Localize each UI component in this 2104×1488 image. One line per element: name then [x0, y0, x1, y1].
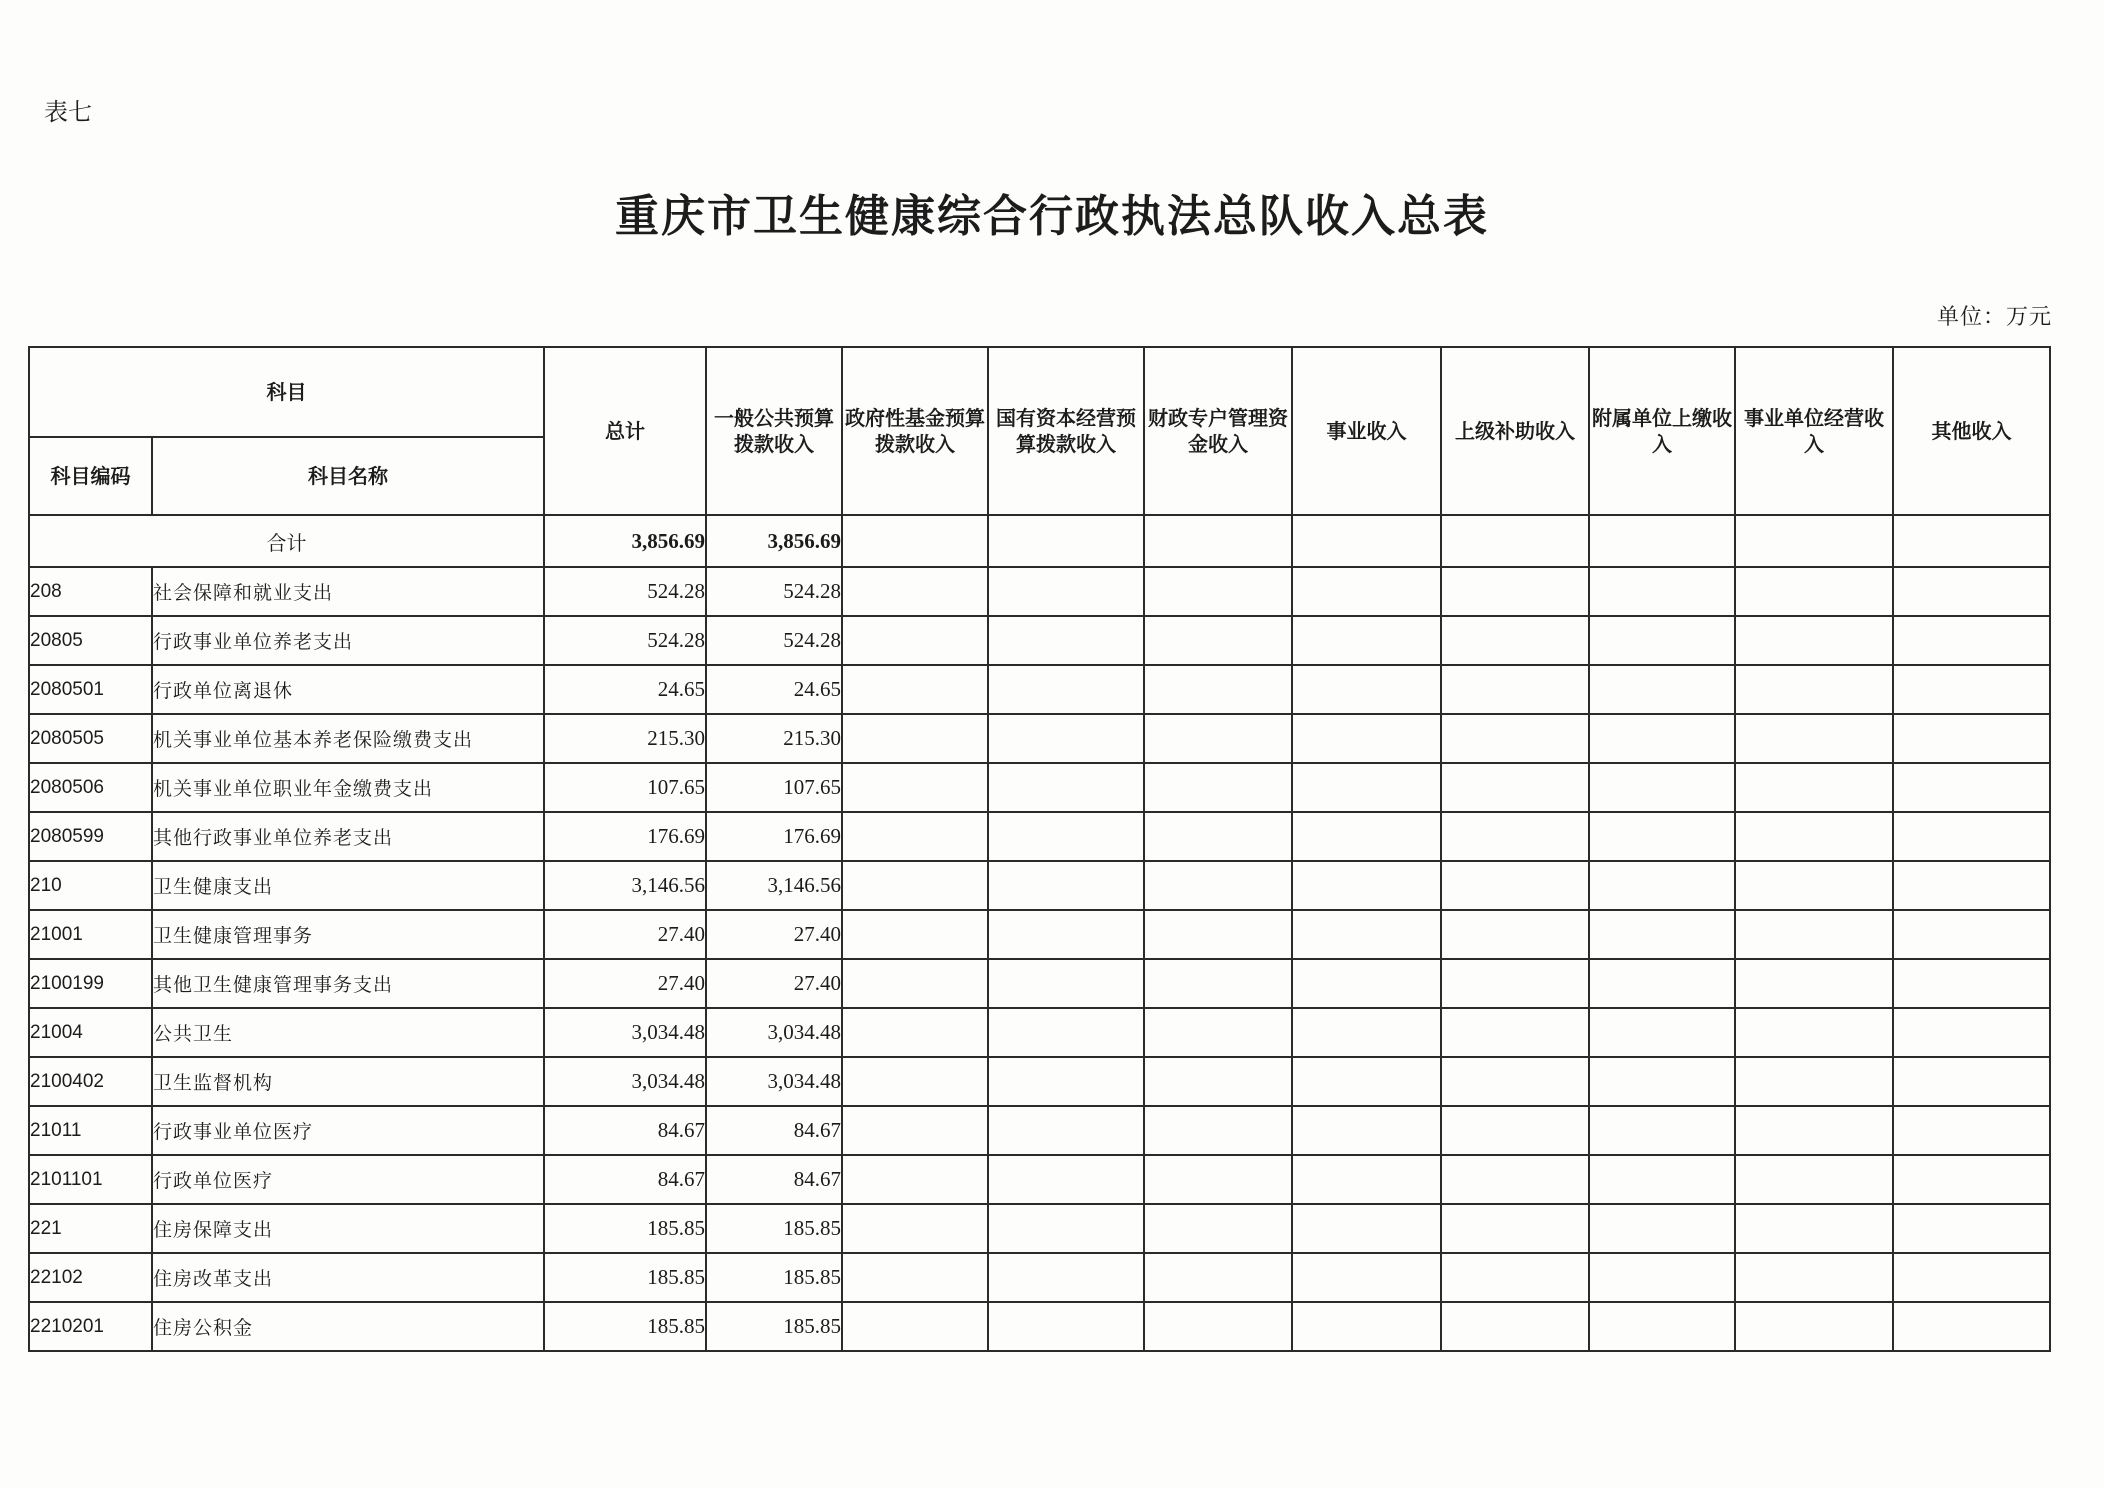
subject-name-cell: 公共卫生 [152, 1008, 544, 1057]
subject-name-cell: 行政事业单位医疗 [152, 1106, 544, 1155]
empty-cell [842, 861, 988, 910]
empty-cell [1735, 763, 1893, 812]
total-cell: 107.65 [544, 763, 706, 812]
empty-cell [842, 714, 988, 763]
table-row [29, 959, 2050, 1008]
document-title: 重庆市卫生健康综合行政执法总队收入总表 [615, 191, 1489, 242]
empty-cell [1589, 1253, 1735, 1302]
subject-code-cell: 21004 [29, 1008, 152, 1057]
empty-cell [1292, 1008, 1441, 1057]
empty-cell [1292, 714, 1441, 763]
total-cell: 84.67 [544, 1155, 706, 1204]
total-cell: 3,034.48 [544, 1008, 706, 1057]
empty-cell [1893, 959, 2050, 1008]
subject-name-cell: 行政单位离退休 [152, 665, 544, 714]
subject-name-cell: 机关事业单位基本养老保险缴费支出 [152, 714, 544, 763]
subject-code-cell: 2080506 [29, 763, 152, 812]
empty-cell [988, 567, 1144, 616]
empty-cell [1893, 1057, 2050, 1106]
empty-cell [1589, 1155, 1735, 1204]
subject-name-cell: 卫生监督机构 [152, 1057, 544, 1106]
table-row [29, 665, 2050, 714]
empty-cell [1441, 861, 1589, 910]
empty-cell [1893, 1253, 2050, 1302]
subject-code-cell: 210 [29, 861, 152, 910]
empty-cell [1589, 1106, 1735, 1155]
empty-cell [1893, 567, 2050, 616]
empty-cell [842, 1057, 988, 1106]
subject-code-cell: 2080501 [29, 665, 152, 714]
empty-cell [1735, 1253, 1893, 1302]
empty-cell [1441, 910, 1589, 959]
empty-cell [1144, 812, 1292, 861]
subject-code-cell: 21011 [29, 1106, 152, 1155]
empty-cell [1292, 763, 1441, 812]
empty-cell [1144, 1106, 1292, 1155]
empty-cell [988, 959, 1144, 1008]
general-budget-cell: 84.67 [706, 1106, 842, 1155]
empty-cell [1589, 1008, 1735, 1057]
subject-code-cell: 2080505 [29, 714, 152, 763]
general-budget-cell: 215.30 [706, 714, 842, 763]
empty-cell [988, 861, 1144, 910]
subject-name-cell: 行政事业单位养老支出 [152, 616, 544, 665]
empty-cell [842, 1008, 988, 1057]
empty-cell [1144, 1204, 1292, 1253]
table-row [29, 616, 2050, 665]
empty-cell [1144, 515, 1292, 567]
empty-cell [988, 665, 1144, 714]
subject-code-cell: 208 [29, 567, 152, 616]
empty-cell [1441, 1008, 1589, 1057]
empty-cell [1144, 959, 1292, 1008]
empty-cell [1589, 714, 1735, 763]
empty-cell [1441, 1155, 1589, 1204]
table-row [29, 567, 2050, 616]
total-cell: 524.28 [544, 616, 706, 665]
header-subject: 科目 [29, 347, 544, 437]
empty-cell [1144, 861, 1292, 910]
empty-cell [988, 1204, 1144, 1253]
table-row [29, 714, 2050, 763]
header-business-income: 事业收入 [1292, 347, 1441, 515]
header-state-capital: 国有资本经营预算拨款收入 [988, 347, 1144, 515]
total-cell: 185.85 [544, 1204, 706, 1253]
empty-cell [1441, 1057, 1589, 1106]
empty-cell [1735, 567, 1893, 616]
empty-cell [1292, 812, 1441, 861]
empty-cell [1292, 1106, 1441, 1155]
general-budget-cell: 176.69 [706, 812, 842, 861]
empty-cell [1441, 714, 1589, 763]
empty-cell [1292, 1204, 1441, 1253]
total-cell: 24.65 [544, 665, 706, 714]
empty-cell [1893, 1106, 2050, 1155]
empty-cell [1441, 567, 1589, 616]
empty-cell [1893, 1008, 2050, 1057]
table-row [29, 763, 2050, 812]
empty-cell [988, 1253, 1144, 1302]
table-row [29, 1253, 2050, 1302]
empty-cell [1893, 1302, 2050, 1351]
empty-cell [1144, 910, 1292, 959]
general-budget-cell: 27.40 [706, 959, 842, 1008]
empty-cell [1735, 665, 1893, 714]
empty-cell [1441, 763, 1589, 812]
empty-cell [842, 515, 988, 567]
empty-cell [988, 616, 1144, 665]
subject-name-cell: 行政单位医疗 [152, 1155, 544, 1204]
header-affiliated-income: 附属单位上缴收入 [1589, 347, 1735, 515]
empty-cell [1441, 1106, 1589, 1155]
subject-name-cell: 住房公积金 [152, 1302, 544, 1351]
total-cell: 84.67 [544, 1106, 706, 1155]
empty-cell [988, 1057, 1144, 1106]
subject-code-cell: 2210201 [29, 1302, 152, 1351]
table-row [29, 861, 2050, 910]
general-budget-cell: 27.40 [706, 910, 842, 959]
empty-cell [1292, 910, 1441, 959]
empty-cell [1589, 763, 1735, 812]
empty-cell [1292, 1253, 1441, 1302]
empty-cell [1589, 1204, 1735, 1253]
total-cell: 3,034.48 [544, 1057, 706, 1106]
empty-cell [1292, 1302, 1441, 1351]
general-budget-cell: 24.65 [706, 665, 842, 714]
empty-cell [988, 910, 1144, 959]
empty-cell [1144, 763, 1292, 812]
empty-cell [1144, 1155, 1292, 1204]
empty-cell [1893, 665, 2050, 714]
empty-cell [1893, 861, 2050, 910]
empty-cell [1589, 1057, 1735, 1106]
subject-code-cell: 21001 [29, 910, 152, 959]
total-cell: 185.85 [544, 1302, 706, 1351]
empty-cell [1441, 665, 1589, 714]
general-budget-cell: 3,146.56 [706, 861, 842, 910]
table-row [29, 812, 2050, 861]
general-budget-cell: 185.85 [706, 1253, 842, 1302]
empty-cell [988, 714, 1144, 763]
empty-cell [1735, 1057, 1893, 1106]
table-row [29, 1302, 2050, 1351]
general-budget-cell: 3,034.48 [706, 1057, 842, 1106]
empty-cell [1893, 714, 2050, 763]
empty-cell [1735, 812, 1893, 861]
subject-name-cell: 住房保障支出 [152, 1204, 544, 1253]
empty-cell [1441, 959, 1589, 1008]
unit-label: 单位：万元 [1936, 305, 2052, 330]
empty-cell [1292, 861, 1441, 910]
empty-cell [1893, 910, 2050, 959]
empty-cell [1735, 959, 1893, 1008]
total-value: 3,856.69 [544, 515, 706, 567]
subject-code-cell: 221 [29, 1204, 152, 1253]
subject-name-cell: 社会保障和就业支出 [152, 567, 544, 616]
empty-cell [1441, 1302, 1589, 1351]
table-row [29, 910, 2050, 959]
subject-name-cell: 卫生健康管理事务 [152, 910, 544, 959]
header-subject-name: 科目名称 [152, 437, 544, 515]
empty-cell [842, 567, 988, 616]
empty-cell [1589, 1302, 1735, 1351]
empty-cell [1589, 567, 1735, 616]
header-special-fund: 财政专户管理资金收入 [1144, 347, 1292, 515]
empty-cell [842, 763, 988, 812]
empty-cell [988, 1106, 1144, 1155]
total-cell: 27.40 [544, 959, 706, 1008]
subject-name-cell: 机关事业单位职业年金缴费支出 [152, 763, 544, 812]
empty-cell [1292, 567, 1441, 616]
general-budget-cell: 524.28 [706, 616, 842, 665]
empty-cell [1144, 1008, 1292, 1057]
empty-cell [1893, 1204, 2050, 1253]
header-other-income: 其他收入 [1893, 347, 2050, 515]
empty-cell [842, 910, 988, 959]
empty-cell [988, 812, 1144, 861]
empty-cell [1735, 861, 1893, 910]
empty-cell [1144, 714, 1292, 763]
empty-cell [1292, 1155, 1441, 1204]
empty-cell [1144, 1057, 1292, 1106]
empty-cell [1589, 959, 1735, 1008]
header-superior-subsidy: 上级补助收入 [1441, 347, 1589, 515]
empty-cell [842, 616, 988, 665]
subject-code-cell: 2100199 [29, 959, 152, 1008]
table-row [29, 1057, 2050, 1106]
total-cell: 215.30 [544, 714, 706, 763]
table-row [29, 1204, 2050, 1253]
empty-cell [988, 1155, 1144, 1204]
empty-cell [1735, 1302, 1893, 1351]
empty-cell [1144, 1253, 1292, 1302]
header-subject-code: 科目编码 [29, 437, 152, 515]
subject-code-cell: 2080599 [29, 812, 152, 861]
empty-cell [1292, 959, 1441, 1008]
table-row [29, 1155, 2050, 1204]
subject-code-cell: 22102 [29, 1253, 152, 1302]
subject-name-cell: 卫生健康支出 [152, 861, 544, 910]
empty-cell [1589, 861, 1735, 910]
total-label: 合计 [29, 515, 544, 567]
header-gov-fund: 政府性基金预算拨款收入 [842, 347, 988, 515]
header-total: 总计 [544, 347, 706, 515]
empty-cell [842, 1106, 988, 1155]
empty-cell [1292, 665, 1441, 714]
empty-cell [1735, 910, 1893, 959]
general-budget-cell: 185.85 [706, 1204, 842, 1253]
empty-cell [1589, 515, 1735, 567]
empty-cell [1735, 714, 1893, 763]
empty-cell [1292, 1057, 1441, 1106]
table-row [29, 1106, 2050, 1155]
empty-cell [1589, 812, 1735, 861]
empty-cell [1144, 567, 1292, 616]
empty-cell [988, 515, 1144, 567]
empty-cell [842, 1155, 988, 1204]
total-cell: 524.28 [544, 567, 706, 616]
empty-cell [1893, 515, 2050, 567]
empty-cell [1893, 1155, 2050, 1204]
table-row [29, 1008, 2050, 1057]
empty-cell [1589, 616, 1735, 665]
empty-cell [1441, 515, 1589, 567]
empty-cell [842, 959, 988, 1008]
empty-cell [988, 1302, 1144, 1351]
subject-name-cell: 住房改革支出 [152, 1253, 544, 1302]
empty-cell [1441, 812, 1589, 861]
empty-cell [1893, 616, 2050, 665]
general-budget-cell: 3,034.48 [706, 1008, 842, 1057]
empty-cell [1441, 1253, 1589, 1302]
empty-cell [1144, 1302, 1292, 1351]
total-cell: 27.40 [544, 910, 706, 959]
subject-code-cell: 2100402 [29, 1057, 152, 1106]
income-summary-table [28, 346, 2051, 1352]
empty-cell [1441, 616, 1589, 665]
table-number-label: 表七 [44, 98, 92, 126]
subject-code-cell: 20805 [29, 616, 152, 665]
general-budget-cell: 524.28 [706, 567, 842, 616]
subject-name-cell: 其他卫生健康管理事务支出 [152, 959, 544, 1008]
empty-cell [1735, 1204, 1893, 1253]
total-cell: 185.85 [544, 1253, 706, 1302]
empty-cell [1893, 763, 2050, 812]
empty-cell [1735, 515, 1893, 567]
total-cell: 176.69 [544, 812, 706, 861]
empty-cell [842, 1302, 988, 1351]
empty-cell [1144, 665, 1292, 714]
header-operating-income: 事业单位经营收入 [1735, 347, 1893, 515]
empty-cell [988, 763, 1144, 812]
empty-cell [1735, 1155, 1893, 1204]
subject-name-cell: 其他行政事业单位养老支出 [152, 812, 544, 861]
empty-cell [1144, 616, 1292, 665]
empty-cell [842, 665, 988, 714]
empty-cell [1893, 812, 2050, 861]
header-general-budget: 一般公共预算拨款收入 [706, 347, 842, 515]
empty-cell [842, 1253, 988, 1302]
total-general-value: 3,856.69 [706, 515, 842, 567]
general-budget-cell: 84.67 [706, 1155, 842, 1204]
total-cell: 3,146.56 [544, 861, 706, 910]
general-budget-cell: 185.85 [706, 1302, 842, 1351]
empty-cell [842, 1204, 988, 1253]
empty-cell [842, 812, 988, 861]
empty-cell [1735, 1106, 1893, 1155]
empty-cell [1441, 1204, 1589, 1253]
empty-cell [1292, 515, 1441, 567]
empty-cell [1735, 1008, 1893, 1057]
empty-cell [988, 1008, 1144, 1057]
subject-code-cell: 2101101 [29, 1155, 152, 1204]
empty-cell [1292, 616, 1441, 665]
total-row [29, 515, 2050, 567]
empty-cell [1735, 616, 1893, 665]
empty-cell [1589, 910, 1735, 959]
general-budget-cell: 107.65 [706, 763, 842, 812]
empty-cell [1589, 665, 1735, 714]
